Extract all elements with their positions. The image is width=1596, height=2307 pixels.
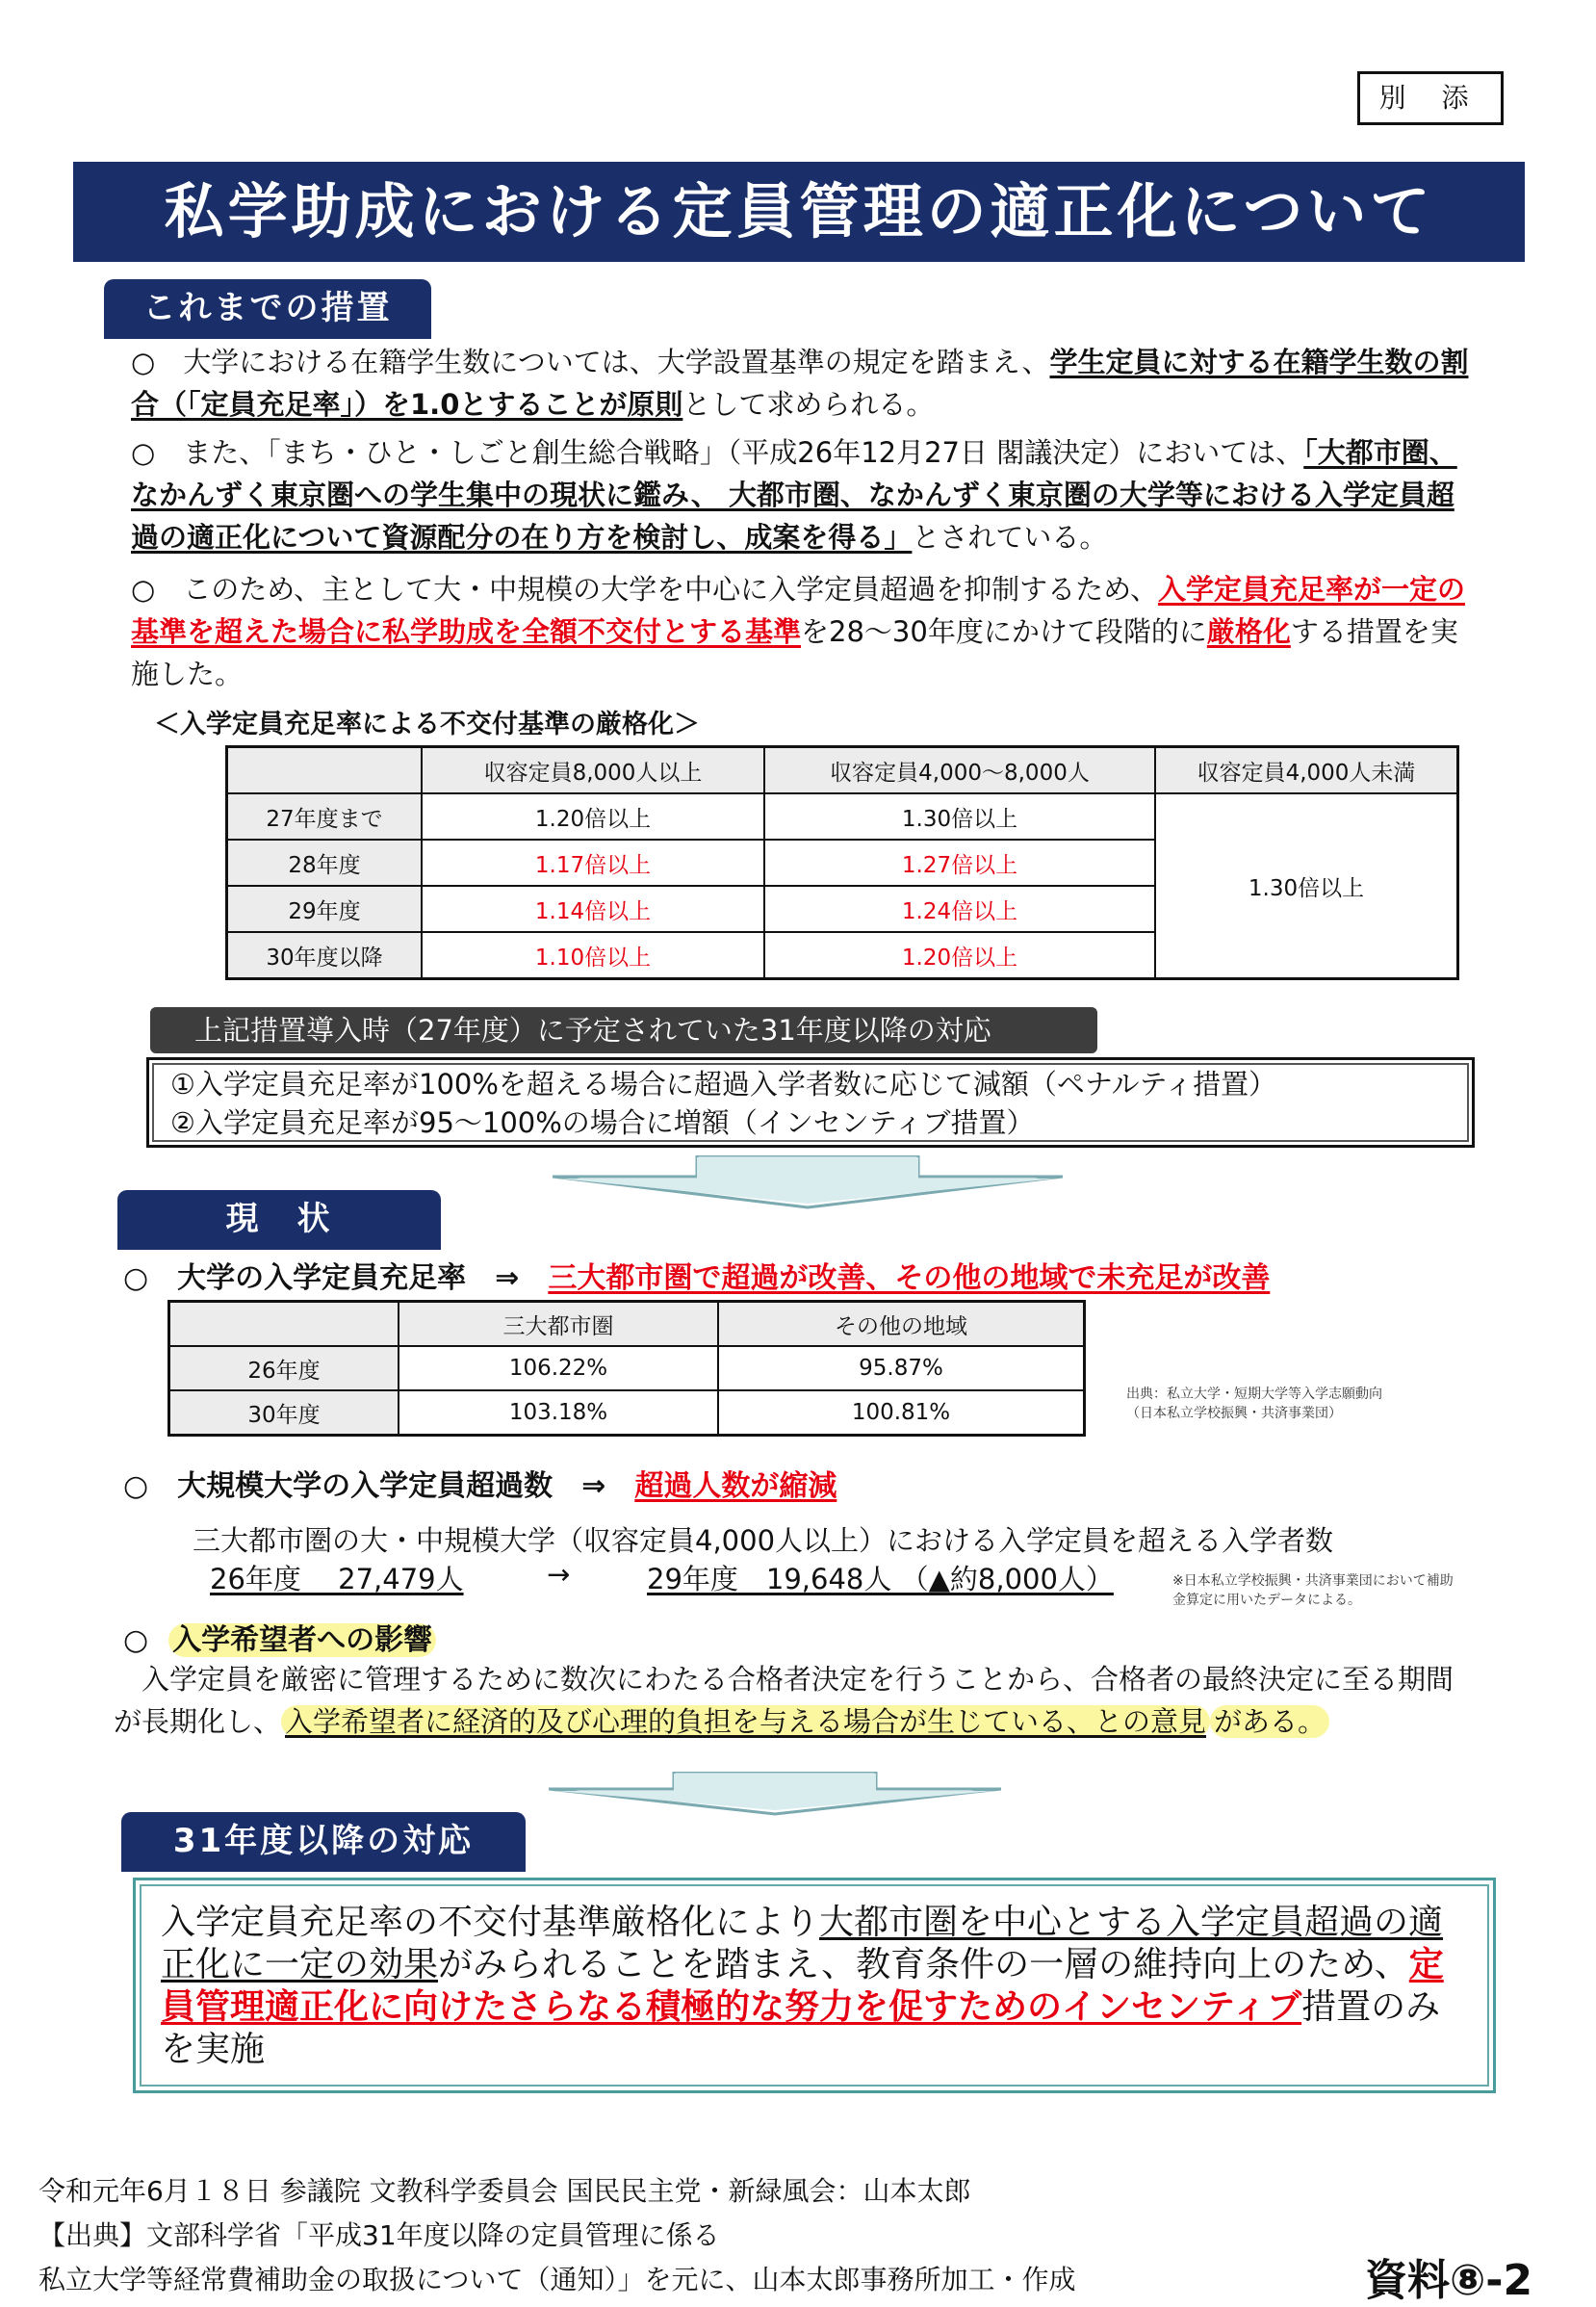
over-enrollment-description: 三大都市圏の大・中規模大学（収容定員4,000人以上）における入学定員を超える入学者数: [193, 1524, 1334, 1557]
table-header-cell: 収容定員4,000～8,000人: [764, 747, 1155, 794]
table-header-cell: [169, 1302, 399, 1347]
footer-source: 【出典】文部科学省「平成31年度以降の定員管理に係る: [39, 2219, 720, 2251]
paragraph-measures: ○ このため、主として大・中規模の大学を中心に入学定員超過を抑制するため、入学定員充足率が一定の基準を超えた場合に私学助成を全額不交付とする基準を28～30年度にかけて段階的に厳格化する措置を実施した。: [131, 573, 1466, 690]
source-note: [1172, 1571, 1454, 1610]
source-note-line: 金算定に用いたデータによる。: [1172, 1593, 1361, 1608]
table-header-row: [227, 747, 1458, 794]
enrollment-rate-table: [167, 1300, 1086, 1437]
footer-source: 私立大学等経常費補助金の取扱について（通知）」を元に、山本太郎事務所加工・作成: [39, 2264, 1076, 2295]
down-arrow-icon: [553, 1155, 1063, 1209]
section-heading-now: 現 状: [117, 1190, 441, 1250]
applicant-impact-text: 入学定員を厳密に管理するために数次にわたる合格者決定を行うことから、合格者の最終決定に至る期間が長期化し、 入学希望者に経済的及び心理的負担を与える場合が生じている、との意見 がある。: [114, 1663, 1454, 1738]
table-cell: 1.24倍以上: [764, 886, 1155, 932]
table-cell: 100.81%: [718, 1390, 1085, 1436]
section-heading-future: 31年度以降の対応: [121, 1812, 526, 1872]
figure-after: 29年度 19,648人 （▲約8,000人）: [647, 1563, 1114, 1595]
table-cell: 1.20倍以上: [422, 793, 764, 840]
over-enrollment-item: ○ 大規模大学の入学定員超過数 ⇒ 超過人数が縮減: [123, 1469, 837, 1503]
criteria-table: [225, 745, 1459, 980]
future-policy-box: 入学定員充足率の不交付基準厳格化により大都市圏を中心とする入学定員超過の適正化に一定の効果がみられることを踏まえ、教育条件の一層の維持向上のため、定員管理適正化に向けたさらなる積極的な努力を促すためのインセンティブ措置のみを実施: [133, 1878, 1496, 2093]
row-label: 28年度: [227, 840, 423, 886]
source-note-line: 出典：私立大学・短期大学等入学志願動向: [1126, 1387, 1382, 1402]
source-note: [1126, 1385, 1382, 1423]
table-cell: 95.87%: [718, 1346, 1085, 1390]
figure-before: 26年度 27,479人: [210, 1563, 464, 1595]
table-caption: ＜入学定員充足率による不交付基準の厳格化＞: [154, 710, 700, 739]
table-header-cell: 三大都市圏: [399, 1302, 718, 1347]
table-row: [227, 793, 1458, 840]
row-label: 27年度まで: [227, 793, 423, 840]
footer-meeting-info: 令和元年6月１８日 参議院 文教科学委員会 国民民主党・新緑風会：山本太郎: [39, 2175, 971, 2207]
table-header-cell: 収容定員4,000人未満: [1155, 747, 1458, 794]
row-label: 30年度以降: [227, 932, 423, 979]
enrollment-rate-item: ○ 大学の入学定員充足率 ⇒ 三大都市圏で超過が改善、その他の地域で未充足が改善: [123, 1261, 1271, 1295]
table-cell: 103.18%: [399, 1390, 718, 1436]
row-label: 26年度: [169, 1346, 399, 1390]
table-header-cell: 収容定員8,000人以上: [422, 747, 764, 794]
table-cell: 1.30倍以上: [764, 793, 1155, 840]
plan-heading: 上記措置導入時（27年度）に予定されていた31年度以降の対応: [150, 1007, 1097, 1053]
paragraph-strategy: ○ また、「まち・ひと・しごと創生総合戦略」（平成26年12月27日 閣議決定）においては、「大都市圏、なかんずく東京圏への学生集中の現状に鑑み、 大都市圏、なかんずく東京圏の大学等における入学定員超過の適正化について資源配分の在り方を検討し、成案を得る」とされている。: [131, 436, 1457, 554]
table-cell: 1.27倍以上: [764, 840, 1155, 886]
down-arrow-icon: [549, 1772, 1001, 1816]
merged-cell: 1.30倍以上: [1155, 793, 1458, 979]
table-cell: 1.17倍以上: [422, 840, 764, 886]
applicant-impact-item: ○ 入学希望者への影響: [123, 1616, 436, 1658]
table-header-cell: その他の地域: [718, 1302, 1085, 1347]
paragraph-enrollment-rule: ○ 大学における在籍学生数については、大学設置基準の規定を踏まえ、学生定員に対する在籍学生数の割合（「定員充足率」）を1.0とすることが原則として求められる。: [131, 346, 1469, 421]
source-note-line: （日本私立学校振興・共済事業団）: [1126, 1406, 1342, 1421]
source-note-line: ※日本私立学校振興・共済事業団において補助: [1172, 1573, 1454, 1589]
row-label: 30年度: [169, 1390, 399, 1436]
table-cell: 106.22%: [399, 1346, 718, 1390]
plan-item-penalty: ①入学定員充足率が100%を超える場合に超過入学者数に応じて減額（ペナルティ措置）: [170, 1068, 1277, 1101]
row-label: 29年度: [227, 886, 423, 932]
table-cell: 1.20倍以上: [764, 932, 1155, 979]
table-cell: 1.14倍以上: [422, 886, 764, 932]
page-title: 私学助成における定員管理の適正化について: [73, 162, 1525, 262]
section-heading-past: これまでの措置: [104, 279, 431, 339]
document-number: 資料⑧-2: [1365, 2256, 1533, 2305]
table-row: [169, 1390, 1085, 1436]
table-cell: 1.10倍以上: [422, 932, 764, 979]
table-header-cell: [227, 747, 423, 794]
table-header-row: [169, 1302, 1085, 1347]
plan-box: [146, 1057, 1475, 1148]
table-row: [169, 1346, 1085, 1390]
plan-item-incentive: ②入学定員充足率が95～100%の場合に増額（インセンティブ措置）: [170, 1106, 1035, 1139]
attachment-tag: 別 添: [1357, 71, 1504, 125]
arrow-right-icon: →: [547, 1558, 571, 1591]
